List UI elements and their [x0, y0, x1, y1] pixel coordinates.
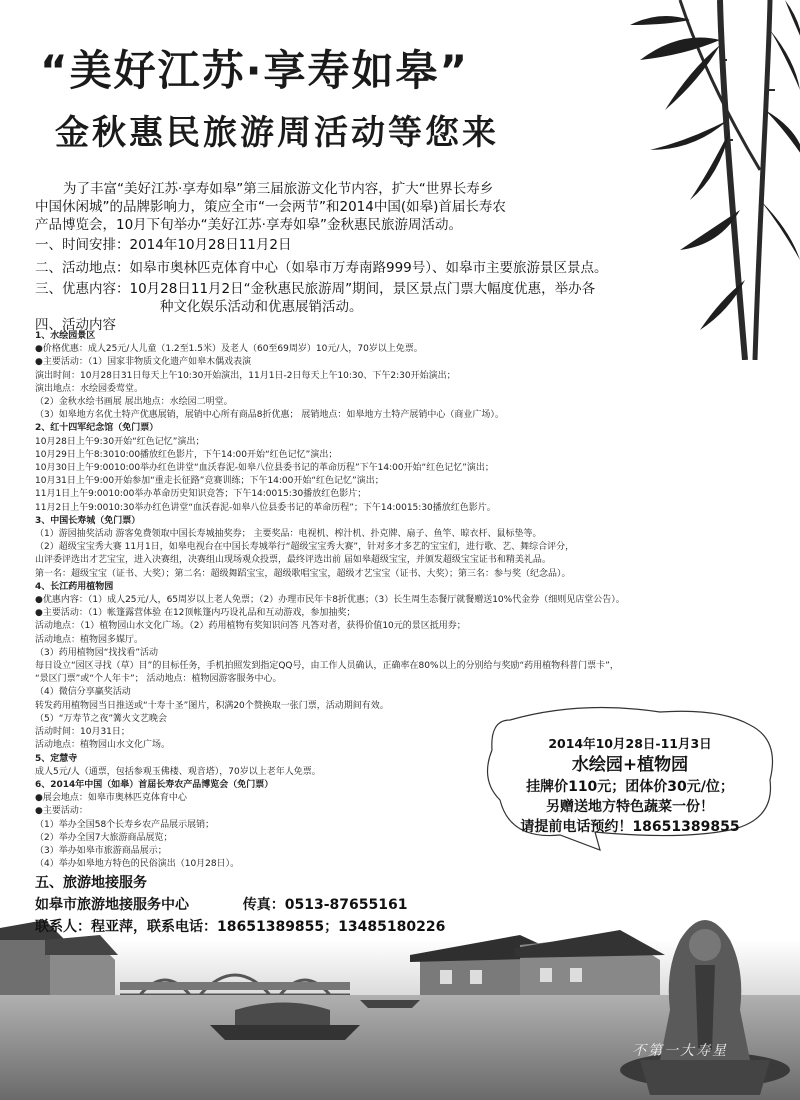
section-place: 二、活动地点：如皋市奥林匹克体育中心（如皋市万寿南路999号）、如皋市主要旅游景区景点。 — [35, 260, 608, 276]
detail-line: 演出时间：10月28日31日每天上午10:30开始演出，11月1日-2日每天上午10:30、下午2:30开始演出； — [35, 370, 456, 381]
detail-line: 11月2日上午9:0010:30举办红色讲堂“血沃春泥-如皋八位县委书记的革命历程”；下午14:0015:30播放红色影片。 — [35, 502, 496, 513]
detail-line: 演出地点：水绘园委莺堂。 — [35, 383, 144, 394]
detail-line: 山评委评选出才艺宝宝，进入决赛组，决赛组山现场观众投票，最终评选出前 届如皋超级宝宝，并颁发超级宝宝证书和精美礼品。 — [35, 555, 551, 566]
detail-line: （3）举办如皋市旅游商品展示； — [35, 845, 167, 856]
detail-line: 每日设立“园区寻找（草）目”的目标任务，手机拍照发到指定QQ号，由工作人员确认，正确率在80%以上的分别给与奖励“药用植物科普门票卡”， — [35, 661, 619, 672]
detail-line: “景区门票”或“个人年卡”； 活动地点：植物园游客服务中心。 — [35, 674, 282, 685]
intro-line: 为了丰富“美好江苏·享寿如皋”第三届旅游文化节内容，扩大“世界长寿乡 — [63, 181, 494, 197]
detail-line: （3）药用植物园“找找看”活动 — [35, 647, 159, 658]
detail-line: ●价格优惠：成人25元/人儿童（1.2至1.5米）及老人（60至69周岁）10元/人，70岁以上免票。 — [35, 344, 423, 355]
detail-line: 活动时间：10月31日； — [35, 727, 130, 738]
detail-line: ●主要活动：（1）帐篷露营体验 在12顶帐篷内巧设礼品和互动游戏，参加抽奖； — [35, 608, 356, 619]
section-discount-cont: 种文化娱乐活动和优惠展销活动。 — [160, 299, 363, 315]
detail-line: 活动地点：植物园多媒厅。 — [35, 634, 144, 645]
intro-line: 产品博览会，10月下旬举办“美好江苏·享寿如皋”金秋惠民旅游周活动。 — [35, 217, 462, 233]
detail-line: 11月1日上午9:0010:00举办革命历史知识竞答；下午14:0015:30播放红色影片； — [35, 489, 367, 500]
promo-bubble — [480, 735, 780, 837]
detail-line: （1）举办全国58个长寿乡农产品展示展销； — [35, 819, 215, 830]
intro-paragraph — [35, 180, 725, 234]
detail-line: （4）微信分享赢奖活动 — [35, 687, 131, 698]
detail-line: ●主要活动： — [35, 806, 88, 817]
detail-line: 活动地点：（1）植物园山水文化广场。（2）药用植物有奖知识问答 凡答对者，获得价值10元的景区抵用券； — [35, 621, 466, 632]
detail-line: 活动地点：植物园山水文化广场。 — [35, 740, 171, 751]
detail-line: （2）超级宝宝秀大赛 11月1日，如皋电视台在中国长寿城举行“超级宝宝秀大赛”，针对多才多艺的宝宝们，进行歌、艺、舞综合评分， — [35, 542, 575, 553]
detail-line: 10月29日上午8:3010:00播放红色影片，下午14:00开始“红色记忆”演出； — [35, 449, 338, 460]
detail-line: 6、2014年中国（如皋）首届长寿农产品博览会（免门票） — [35, 779, 274, 790]
detail-line: 5、定慧寺 — [35, 753, 78, 764]
service-block — [35, 872, 635, 938]
detail-line: 3、中国长寿城（免门票） — [35, 515, 141, 526]
detail-line: 2、红十四军纪念馆（免门票） — [35, 423, 159, 434]
detail-line: 第一名：超级宝宝（证书、大奖）；第二名：超级舞蹈宝宝，超级歌唱宝宝，超级才艺宝宝（证书、大奖）；第三名：参与奖（纪念品）。 — [35, 568, 571, 579]
detail-line: 10月30日上午9:0010:00举办红色讲堂“血沃春泥-如皋八位县委书记的革命历程”下午14:00开始“红色记忆”演出； — [35, 463, 494, 474]
service-center-line — [35, 894, 635, 916]
main-title: “美好江苏·享寿如皋” — [40, 46, 470, 95]
sub-title: 金秋惠民旅游周活动等您来 — [55, 113, 499, 153]
detail-line: （2）举办全国7大旅游商品展览； — [35, 832, 173, 843]
detail-line: 1、水绘园景区 — [35, 331, 96, 341]
detail-line: （1）游园抽奖活动 游客免费领取中国长寿城抽奖券； 主要奖品：电视机、榨汁机、扑克牌、扇子、鱼竿、晾衣杆、鼠标垫等。 — [35, 529, 542, 540]
detail-line: （5）“万寿节之夜”篝火文艺晚会 — [35, 713, 168, 724]
detail-line: （4）举办如皋地方特色的民俗演出（10月28日）。 — [35, 859, 240, 870]
promo-dates: 2014年10月28日-11月3日 — [548, 736, 712, 751]
service-heading: 五、旅游地接服务 — [35, 875, 147, 891]
promo-booking: 请提前电话预约！18651389855 — [520, 819, 740, 835]
detail-line: ●展会地点：如皋市奥林匹克体育中心 — [35, 793, 187, 804]
section-content-heading: 四、活动内容 — [35, 317, 116, 333]
promo-price: 挂牌价110元；团体价30元/位； — [526, 779, 734, 795]
intro-line: 中国休闲城”的品牌影响力，策应全市“一会两节”和2014中国(如皋)首届长寿农 — [35, 199, 506, 215]
detail-line: （2）金秋水绘书画展 展出地点：水绘园二明堂。 — [35, 397, 233, 408]
detail-line: 转发药用植物园当日推送或“十寿十圣”图片，积满20个赞换取一张门票，活动期间有效。 — [35, 700, 389, 711]
detail-line: 10月31日上午9:00开始参加“重走长征路”竞赛训练；下午14:00开始“红色记忆”演出； — [35, 476, 384, 487]
service-fax: 传真：0513-87655161 — [242, 897, 408, 913]
promo-venues: 水绘园+植物园 — [571, 755, 689, 775]
service-contact: 联系人：程亚萍，联系电话：18651389855；13485180226 — [35, 919, 446, 935]
section-discount: 三、优惠内容：10月28日11月2日“金秋惠民旅游周”期间，景区景点门票大幅度优惠，举办各 — [35, 281, 596, 297]
service-center: 如皋市旅游地接服务中心 — [35, 897, 189, 913]
section-time: 一、时间安排：2014年10月28日11月2日 — [35, 237, 292, 253]
detail-line: ●主要活动：（1）国家非物质文化遗产如皋木偶戏表演 — [35, 357, 252, 368]
promo-gift: 另赠送地方特色蔬菜一份！ — [546, 799, 714, 815]
detail-line: ●优惠内容：（1）成人25元/人，65周岁以上老人免票；（2）办理市民年卡8折优惠；（3）长生周生态餐厅就餐赠送10%代金券（细则见店堂公告）。 — [35, 595, 625, 606]
detail-line: 成人5元/人（通票，包括参观玉佛楼、观音塔），70岁以上老年人免票。 — [35, 766, 321, 777]
detail-line: 10月28日上午9:30开始“红色记忆”演出； — [35, 436, 205, 447]
calligraphy-signature: 不第一大寿星 — [632, 1043, 728, 1059]
detail-line: 4、长江药用植物园 — [35, 581, 114, 592]
detail-line: （3）如皋地方名优土特产优惠展销，展销中心所有商品8折优惠； 展销地点：如皋地方土特产展销中心（商业广场）。 — [35, 410, 504, 421]
